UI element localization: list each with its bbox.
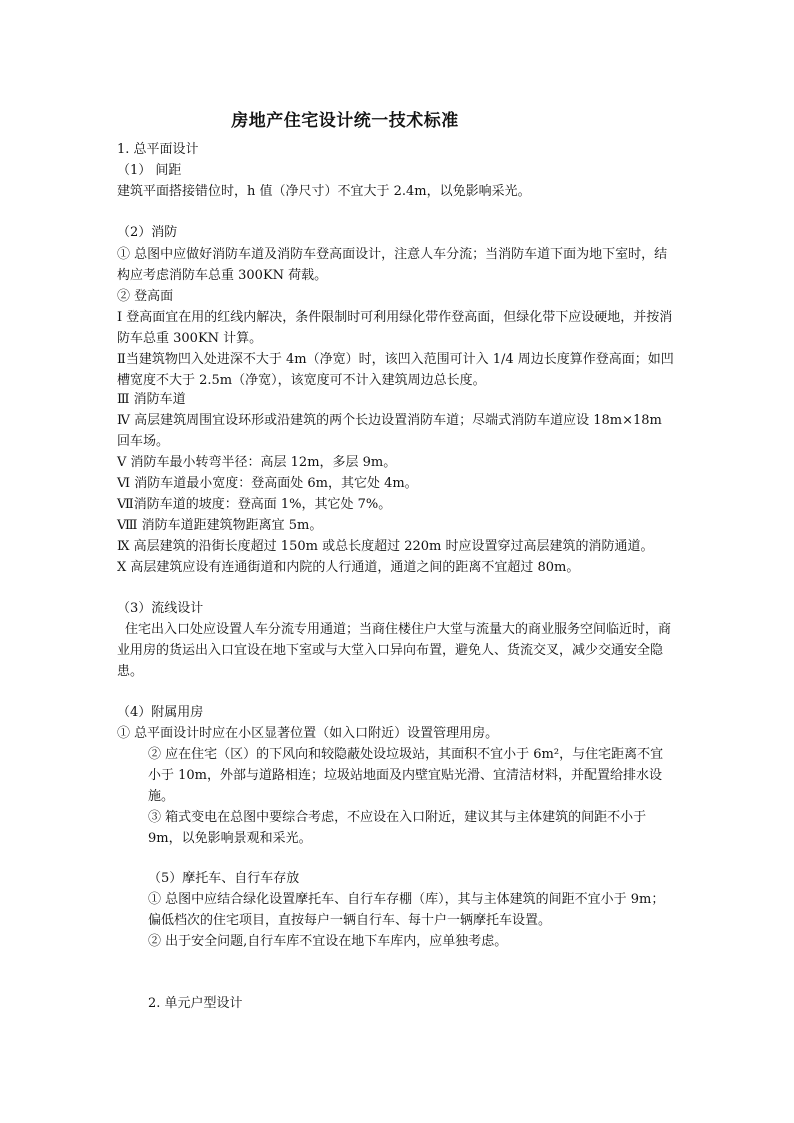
flow-paragraph: 住宅出入口处应设置人车分流专用通道；当商住楼住户大堂与流量大的商业服务空间临近时，商业用房的货运出入口宜设在地下室或与大堂入口异向布置，避免人、货流交叉，减少交通安全隐患。 (117, 622, 672, 679)
subsection-flow-heading: （3）流线设计 (117, 601, 204, 616)
fire-item-1: ① 总图中应做好消防车道及消防车登高面设计，注意人车分流；当消防车道下面为地下室时，结构应考虑消防车总重 300KN 荷载。 (117, 247, 668, 283)
subsection-fire-heading: （2）消防 (117, 225, 178, 240)
subsection-spacing-heading: （1） 间距 (117, 163, 182, 178)
subsection-ancillary-heading: （4）附属用房 (117, 705, 204, 720)
ancillary-item-1: ① 总平面设计时应在小区显著位置（如入口附近）设置管理用房。 (117, 726, 499, 741)
document-title: 房地产住宅设计统一技术标准 (231, 111, 459, 131)
fire-roman-9: Ⅸ 高层建筑的沿街长度超过 150m 或总长度超过 220m 时应设置穿过高层建筑的消防通道。 (117, 539, 654, 554)
fire-roman-3: Ⅲ 消防车道 (117, 392, 186, 407)
fire-roman-2: Ⅱ当建筑物凹入处进深不大于 4m（净宽）时，该凹入范围可计入 1/4 周边长度算作登高面；如凹槽宽度不大于 2.5m（净宽），该宽度可不计入建筑周边总长度。 (117, 352, 674, 388)
section-1-heading: 1. 总平面设计 (117, 142, 199, 157)
fire-roman-1: Ⅰ 登高面宜在用的红线内解决，条件限制时可利用绿化带作登高面，但绿化带下应设硬地，并按消防车总重 300KN 计算。 (117, 310, 673, 346)
spacing-paragraph: 建筑平面搭接错位时，h 值（净尺寸）不宜大于 2.4m，以免影响采光。 (117, 184, 531, 199)
parking-item-1: ① 总图中应结合绿化设置摩托车、自行车存棚（库），其与主体建筑的间距不宜小于 9m；偏低档次的住宅项目，直按每户一辆自行车、每十户一辆摩托车设置。 (148, 892, 665, 928)
parking-item-2: ② 出于安全问题,自行车库不宜设在地下车库内，应单独考虑。 (148, 934, 508, 949)
fire-roman-8: Ⅷ 消防车道距建筑物距离宜 5m。 (117, 518, 323, 533)
fire-roman-6: Ⅵ 消防车道最小宽度：登高面处 6m，其它处 4m。 (117, 476, 418, 491)
fire-item-2: ② 登高面 (117, 289, 174, 304)
fire-roman-7: Ⅶ消防车道的坡度：登高面 1%，其它处 7%。 (117, 497, 392, 512)
ancillary-item-2: ② 应在住宅（区）的下风向和较隐蔽处设垃圾站，其面积不宜小于 6m²，与住宅距离不宜小于 10m，外部与道路相连；垃圾站地面及内壁宜贴光滑、宜清洁材料，并配置给排水设施。 (148, 747, 664, 804)
fire-roman-10: Ⅹ 高层建筑应设有连通街道和内院的人行通道，通道之间的距离不宜超过 80m。 (117, 560, 580, 575)
subsection-parking-heading: （5）摩托车、自行车存放 (148, 871, 300, 886)
fire-roman-5: Ⅴ 消防车最小转弯半径：高层 12m，多层 9m。 (117, 455, 397, 470)
ancillary-item-3: ③ 箱式变电在总图中要综合考虑，不应设在入口附近，建议其与主体建筑的间距不小于 9m，以免影响景观和采光。 (148, 810, 647, 846)
section-2-heading: 2. 单元户型设计 (148, 996, 243, 1011)
fire-roman-4: Ⅳ 高层建筑周围宜设环形或沿建筑的两个长边设置消防车道；尽端式消防车道应设 18m×18m 回车场。 (117, 413, 662, 449)
